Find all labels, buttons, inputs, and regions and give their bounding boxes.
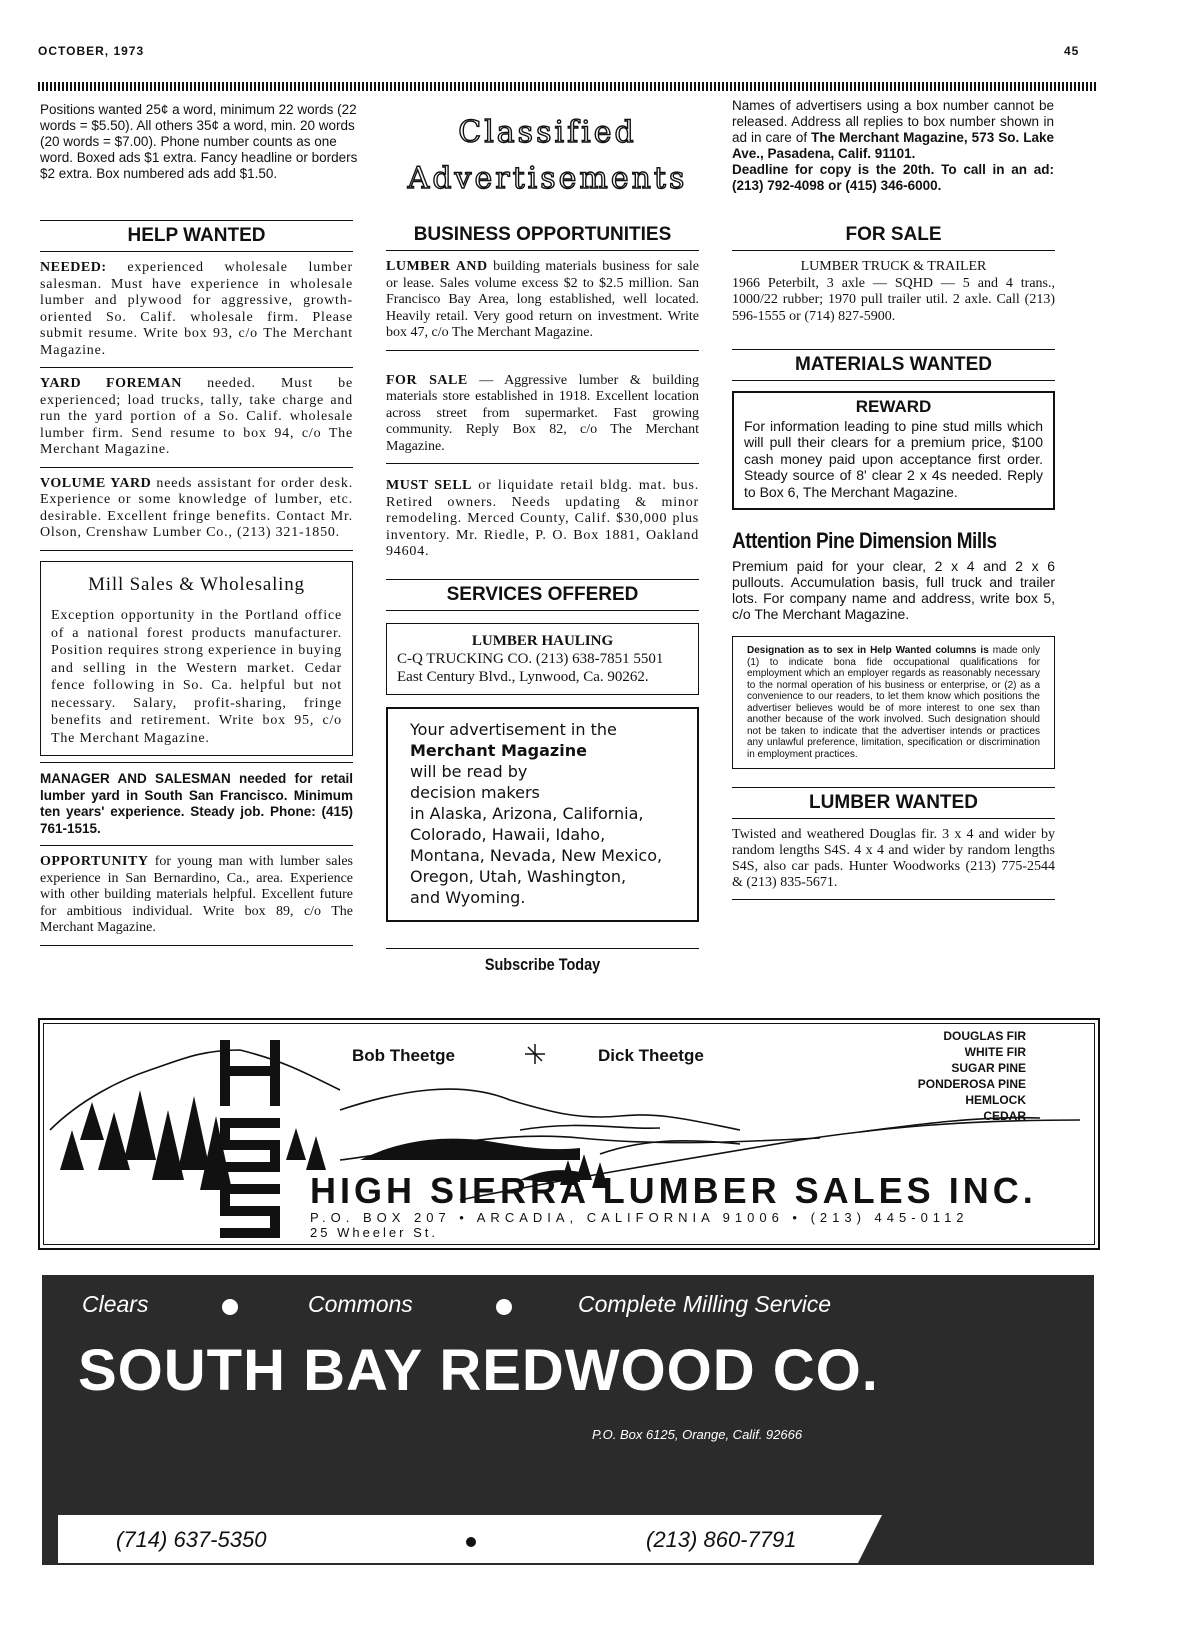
promo-line: Oregon, Utah, Washington, [410, 866, 627, 886]
hauling-title: LUMBER HAULING [471, 632, 614, 649]
notice-address: The Merchant Magazine, 573 So. Lake Ave., Pasadena, Calif. 91101. [732, 130, 1055, 161]
wood-species-list [918, 1028, 1026, 1124]
ad-text: needs assistant for order desk. Experience or some knowledge of lumber, etc. desirable. Excellent fringe benefits. Contact Mr. Olson, Crenshaw Lumber Co., (213) 321-1850. [40, 475, 353, 540]
promo-line: will be read by [410, 761, 528, 781]
tag-clears: Clears [82, 1291, 149, 1317]
phone-714: (714) 637-5350 [116, 1527, 267, 1552]
bullet-icon [222, 1299, 238, 1315]
ad-text: for young man with lumber sales experience in San Bernardino, Ca., area. Experience with other building materials helpful. Excellent future for ambitious individual. Write box 89, c/o The Merchant Magazine. [40, 854, 353, 935]
wood-species: PONDEROSA PINE [917, 1077, 1026, 1091]
ad-lead: FOR SALE [386, 372, 468, 388]
attention-block [732, 528, 1055, 622]
mill-sales-title: Mill Sales & Wholesaling [88, 573, 305, 595]
issue-date: OCTOBER, 1973 [38, 44, 145, 58]
high-sierra-ad [38, 1018, 1100, 1250]
services-heading: SERVICES OFFERED [386, 579, 699, 611]
manager-ad: MANAGER AND SALESMAN needed for retail lumber yard in South San Francisco. Minimum ten years' experience. Steady job. Phone: (415) 761-1515. [40, 762, 353, 846]
business-heading: BUSINESS OPPORTUNITIES [386, 220, 699, 251]
help-wanted-heading: HELP WANTED [40, 220, 353, 252]
south-bay-po-box: P.O. Box 6125, Orange, Calif. 92666 [592, 1427, 803, 1442]
tag-commons: Commons [308, 1291, 413, 1317]
bullet-icon [466, 1537, 476, 1547]
truck-text: 1966 Peterbilt, 3 axle — SQHD — 5 and 4 trans., 1000/22 rubber; 1970 pull trailer util. 2 axle. Call (213) 596-1555 or (714) 827-5900. [732, 275, 1055, 324]
promo-line: in Alaska, Arizona, California, [410, 803, 644, 823]
designation-bold: Designation as to sex in Help Wanted columns is [747, 645, 989, 656]
notice-deadline: Deadline for copy is the 20th. To call in an ad: (213) 792-4098 or (415) 346-6000. [732, 162, 1054, 193]
ad-text: needed. Must be experienced; load trucks, tally, take charge and run the yard portion of a So. Calif. wholesale lumber firm. Send resume to box 94, c/o The Merchant Magazine. [40, 376, 353, 457]
header-stripe [38, 82, 1098, 91]
masthead-line2: Advertisements [407, 161, 688, 196]
high-sierra-street: 25 Wheeler St. [310, 1225, 438, 1240]
business-ad [386, 351, 699, 465]
attention-title: Attention Pine Dimension Mills [732, 528, 997, 553]
high-sierra-company-name: HIGH SIERRA LUMBER SALES INC. [310, 1170, 1037, 1211]
rates-text: Positions wanted 25¢ a word, minimum 22 words (22 words = $5.50). All others 35¢ a word, min. 20 words (20 words = $7.00). Phone number counts as one word. Boxed ads $1 extra. Fancy headline or borders $2 extra. Box numbered ads add $1.50. [40, 102, 358, 181]
ad-text: building materials business for sale or lease. Sales volume excess $2 to $2.5 million. San Francisco Bay Area, long established, well located. Heavily retail. Very good return on investment. Write box 47, c/o The Merchant Magazine. [386, 259, 699, 340]
reward-title: REWARD [855, 397, 932, 416]
ad-lead: MUST SELL [386, 478, 472, 493]
promo-line: and Wyoming. [410, 887, 526, 907]
wood-species: CEDAR [983, 1109, 1026, 1123]
mill-sales-box [40, 561, 353, 757]
materials-wanted-heading: MATERIALS WANTED [732, 349, 1055, 381]
reward-text: For information leading to pine stud mills which will pull their clears for a premium price, $100 cash money paid upon acceptance first order. Steady source of 8' clear 2 x 4s needed. Reply to Box 6, The Merchant Magazine. [744, 417, 1043, 500]
phone-213: (213) 860-7791 [646, 1527, 797, 1552]
promo-magazine-name: Merchant Magazine [410, 740, 587, 760]
box-number-notice [732, 98, 1054, 194]
ad-text: experienced wholesale lumber salesman. Must have experience in wholesale lumber and plywood for aggressive, growth-oriented So. Calif. wholesale firm. Please submit resume. Write box 93, c/o The Merchant Magazine. [40, 260, 353, 358]
notice-text: Names of advertisers using a box number cannot be released. Address all replies to box number shown in ad in care of [732, 98, 1054, 145]
high-sierra-address: P.O. BOX 207 • ARCADIA, CALIFORNIA 91006 • (213) 445-0112 [310, 1210, 969, 1225]
promo-line: decision makers [410, 782, 540, 802]
wood-species: DOUGLAS FIR [943, 1029, 1026, 1043]
masthead-line1: Classified [458, 115, 637, 150]
ad-lead: OPPORTUNITY [40, 854, 149, 869]
for-sale-heading: FOR SALE [732, 220, 1055, 251]
help-wanted-ad [40, 252, 353, 368]
ad-lead: NEEDED: [40, 260, 107, 275]
attention-text: Premium paid for your clear, 2 x 4 and 2 x 6 pullouts. Accumulation basis, full truck and trailer lots. For company name and address, write box 5, c/o The Merchant Magazine. [732, 558, 1055, 622]
bullet-icon [496, 1299, 512, 1315]
subscribe-block [386, 948, 699, 975]
subscribe-today[interactable]: Subscribe Today [484, 954, 601, 974]
ad-lead: YARD FOREMAN [40, 376, 182, 391]
ad-lead: LUMBER AND [386, 259, 488, 274]
wood-species: HEMLOCK [965, 1093, 1026, 1107]
ad-lead: VOLUME YARD [40, 475, 152, 491]
help-wanted-ad [40, 368, 353, 468]
lumber-wanted-ad: Twisted and weathered Douglas fir. 3 x 4 and wider by random lengths S4S. 4 x 4 and wider by random lengths S4S, also car pads. Hunter Woodworks (213) 775-2544 & (213) 835-5671. [732, 819, 1055, 900]
hauling-box [386, 623, 699, 695]
designation-notice [732, 636, 1055, 769]
ad-text: — Aggressive lumber & building materials store established in 1918. Excellent location across street from supermarket. Fast growing community. Reply Box 82, c/o The Merchant Magazine. [386, 372, 699, 454]
promo-line: Colorado, Hawaii, Idaho, [410, 824, 606, 844]
tag-complete-milling: Complete Milling Service [578, 1291, 832, 1317]
south-bay-company-name: SOUTH BAY REDWOOD CO. [78, 1338, 879, 1403]
reward-box [732, 391, 1055, 510]
mill-sales-text: Exception opportunity in the Portland office of a national forest products manufacturer. Position requires strong experience in buying and selling in the Western market. Cedar fence following in So. Ca. helpful but not necessary. Salary, profit-sharing, fringe benefits and retirement. Write box 95, c/o The Merchant Magazine. [51, 608, 342, 746]
person-dick: Dick Theetge [598, 1046, 704, 1065]
business-ad [386, 464, 699, 569]
wood-species: WHITE FIR [964, 1045, 1026, 1059]
promo-line: Montana, Nevada, New Mexico, [410, 845, 663, 865]
hauling-text: C-Q TRUCKING CO. (213) 638-7851 5501 East Century Blvd., Lynwood, Ca. 90262. [397, 650, 664, 685]
truck-title: LUMBER TRUCK & TRAILER [800, 259, 987, 274]
classified-masthead [385, 110, 710, 202]
business-ad [386, 251, 699, 351]
merchant-promo-box [386, 707, 699, 922]
help-wanted-ad [40, 468, 353, 551]
truck-ad [732, 251, 1055, 333]
south-bay-redwood-ad [42, 1275, 1094, 1565]
business-column [386, 220, 699, 975]
lumber-wanted-heading: LUMBER WANTED [732, 787, 1055, 819]
promo-line: Your advertisement in the [410, 719, 617, 739]
page-number: 45 [1064, 44, 1080, 58]
help-wanted-column [40, 220, 353, 946]
designation-text: made only (1) to indicate bona fide occupational qualifications for employment which an employer regards as reasonably necessary to the normal operation of his business or enterprise, or (2) as a convenience to our readers, to let them know which positions the advertiser believes would be of more interest to one sex than another because of the work involved. Such designation should not be taken to indicate that the advertiser intends or practices any unlawful preference, limitation, specification or discrimination in employment practices. [747, 645, 1041, 760]
ad-text: or liquidate retail bldg. mat. bus. Retired owners. Needs updating & minor remodeling. Merced County, Calif. $30,000 plus inventory. Mr. Riedle, P. O. Box 1881, Oakland 94604. [386, 478, 699, 559]
person-bob: Bob Theetge [352, 1046, 455, 1065]
wood-species: SUGAR PINE [951, 1061, 1026, 1075]
opportunity-ad [40, 846, 353, 946]
for-sale-column [732, 220, 1055, 900]
